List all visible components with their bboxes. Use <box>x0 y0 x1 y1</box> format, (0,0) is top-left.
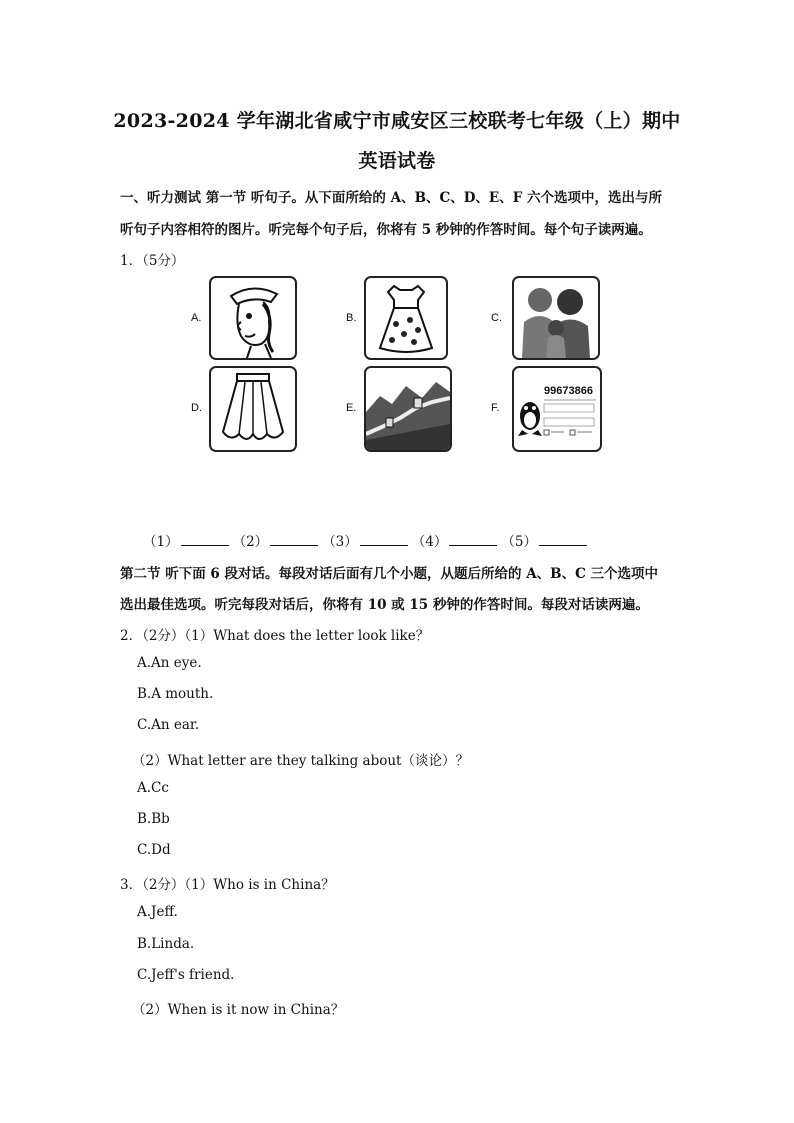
man-with-hat-icon <box>211 278 295 358</box>
picture-e <box>364 366 452 452</box>
picture-label-b: B. <box>346 312 357 324</box>
question-2-sub2: （2）What letter are they talking about（谈论）？ <box>132 753 469 769</box>
qq-card-icon <box>514 368 600 450</box>
skirt-icon <box>211 368 295 450</box>
picture-d <box>209 366 297 452</box>
q3-option-b[interactable]: B.Linda. <box>137 936 195 952</box>
q2-option-a[interactable]: A.An eye. <box>137 655 202 671</box>
blank-label-5: （5） <box>501 534 537 550</box>
answer-blank-5[interactable] <box>539 534 587 546</box>
q2-sub2-option-b[interactable]: B.Bb <box>137 811 170 827</box>
blank-label-2: （2） <box>232 534 269 550</box>
q2-sub2-option-a[interactable]: A.Cc <box>137 780 169 796</box>
picture-c <box>512 276 600 360</box>
picture-label-f: F. <box>491 402 500 414</box>
answer-blank-2[interactable] <box>270 534 318 546</box>
qq-number: 99673866 <box>544 385 593 397</box>
family-icon <box>514 278 598 358</box>
question-2-stem: 2．（2分）（1）What does the letter look like？ <box>120 628 430 644</box>
question-1-label: 1．（5分） <box>120 253 185 269</box>
section2-heading-line1: 第二节 听下面 6 段对话。每段对话后面有几个小题，从题后所给的 A、B、C 三个选项中 <box>120 566 659 582</box>
exam-title-line2: 英语试卷 <box>358 150 436 172</box>
blank-label-1: （1） <box>143 534 179 550</box>
section1-heading-line1: 一、听力测试 第一节 听句子。从下面所给的 A、B、C、D、E、F 六个选项中，选出与所 <box>120 190 663 206</box>
dress-icon <box>366 278 446 358</box>
q2-sub2-option-c[interactable]: C.Dd <box>137 842 171 858</box>
question-3-stem: 3．（2分）（1）Who is in China？ <box>120 877 335 893</box>
section2-heading-line2: 选出最佳选项。听完每段对话后，你将有 10 或 15 秒钟的作答时间。每段对话读两遍。 <box>120 597 649 613</box>
answer-blank-4[interactable] <box>449 534 497 546</box>
picture-f <box>512 366 602 452</box>
blank-label-4: （4） <box>411 534 448 550</box>
picture-label-c: C. <box>491 312 502 324</box>
great-wall-icon <box>366 368 450 450</box>
q2-option-b[interactable]: B.A mouth. <box>137 686 214 702</box>
picture-label-e: E. <box>346 402 357 414</box>
picture-a <box>209 276 297 360</box>
q3-option-a[interactable]: A.Jeff. <box>137 904 178 920</box>
answer-blank-3[interactable] <box>360 534 408 546</box>
picture-b <box>364 276 448 360</box>
q3-option-c[interactable]: C.Jeff's friend. <box>137 967 235 983</box>
picture-label-d: D. <box>191 402 202 414</box>
picture-label-a: A. <box>191 312 202 324</box>
q2-option-c[interactable]: C.An ear. <box>137 717 200 733</box>
answer-blank-1[interactable] <box>181 534 229 546</box>
section1-heading-line2: 听句子内容相符的图片。听完每个句子后，你将有 5 秒钟的作答时间。每个句子读两遍。 <box>120 222 652 238</box>
answer-blanks-row <box>143 530 591 550</box>
exam-title-line1: 2023-2024 学年湖北省咸宁市咸安区三校联考七年级（上）期中 <box>113 110 681 132</box>
blank-label-3: （3） <box>322 534 358 550</box>
question-3-sub2: （2）When is it now in China？ <box>132 1002 345 1018</box>
